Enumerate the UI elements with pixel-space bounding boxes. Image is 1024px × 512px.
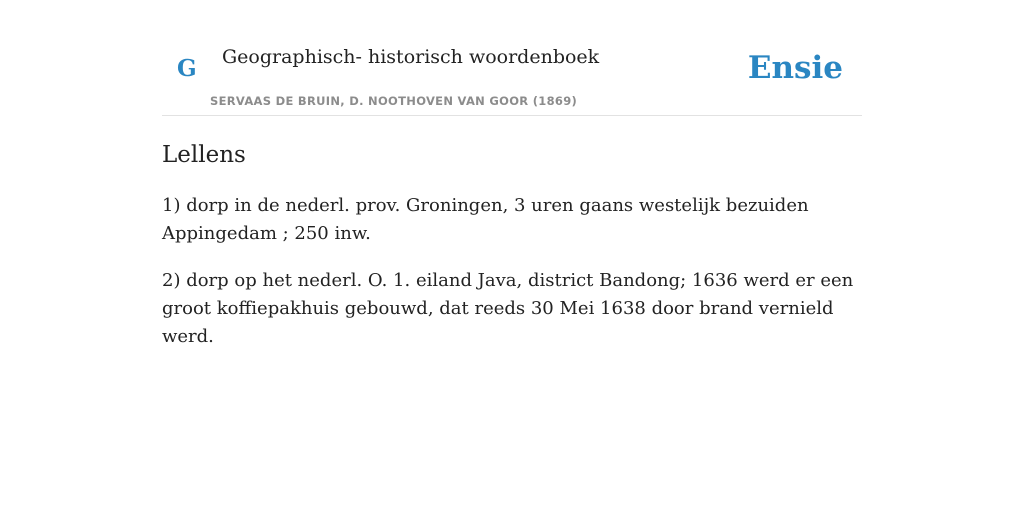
dictionary-title[interactable]: Geographisch- historisch woordenboek [222,46,600,68]
ensie-logo-link[interactable]: Ensie [747,50,843,86]
page-container [162,0,862,351]
entry-title: Lellens [162,142,246,168]
dictionary-letter-badge[interactable]: G [177,55,197,82]
entry-definition: 2) dorp op het nederl. O. 1. eiland Java, district Bandong; 1636 werd er een groot koffiepakhuis gebouwd, dat reeds 30 Mei 1638 door brand vernield werd. [162,270,854,347]
dictionary-header [162,0,862,116]
entry-definition: 1) dorp in de nederl. prov. Groningen, 3 uren gaans westelijk bezuiden Appingedam ; 250 inw. [162,195,809,244]
dictionary-authors: SERVAAS DE BRUIN, D. NOOTHOVEN VAN GOOR (1869) [210,94,578,108]
